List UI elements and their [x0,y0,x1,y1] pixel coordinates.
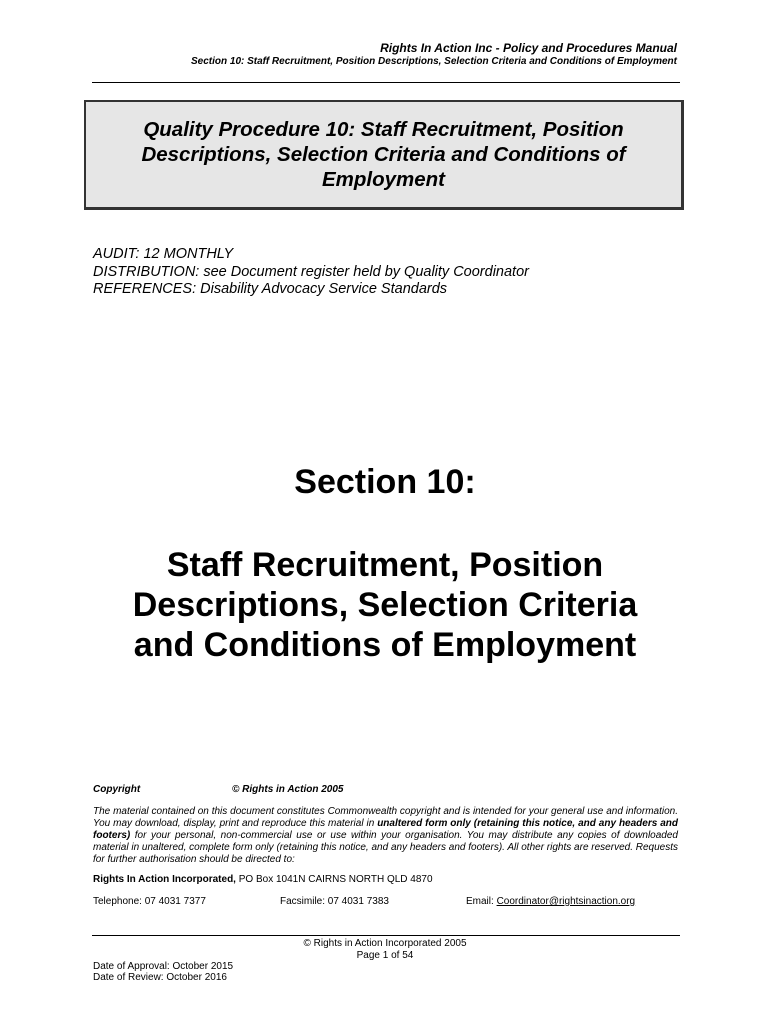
copyright-text-b: for your personal, non-commercial use or use within your organisation. You may distribute any copies of downloaded material in unaltered, complete form only (retaining this notice, and any headers and footers). All other rights are reserved. Requests for further authorisation should be directed to: [93,830,678,865]
copyright-text-a: The material contained on this document constitutes Commonwealth copyright and is intended for your general use and information. You may download, display, print and reproduce this material in [93,806,678,829]
section-number: Section 10: [294,463,476,501]
distribution-line: DISTRIBUTION: see Document register held by Quality Coordinator [93,264,529,280]
organisation-postal: PO Box 1041N CAIRNS NORTH QLD 4870 [235,874,433,885]
telephone: Telephone: 07 4031 7377 [93,896,206,907]
copyright-label: Copyright [93,784,141,795]
quality-procedure-box [84,100,684,210]
quality-procedure-title: Quality Procedure 10: Staff Recruitment, Position Descriptions, Selection Criteria and Conditions of Employment [141,118,626,191]
organisation-name: Rights In Action Incorporated, [93,874,236,885]
email-row [466,896,635,907]
header-title: Rights In Action Inc - Policy and Procedures Manual [380,41,677,55]
copyright-notice [93,806,678,866]
date-of-approval: Date of Approval: October 2015 [93,961,234,972]
facsimile: Facsimile: 07 4031 7383 [280,896,389,907]
section-heading-line-1: Staff Recruitment, Position [166,546,604,584]
date-of-review: Date of Review: October 2016 [93,972,227,983]
copyright-holder: © Rights in Action 2005 [232,784,344,795]
organisation-address [93,874,433,885]
footer-divider [92,935,680,936]
email-link[interactable]: Coordinator@rightsinaction.org [496,896,636,907]
section-heading-line-2: Descriptions, Selection Criteria [132,586,638,624]
audit-line: AUDIT: 12 MONTHLY [93,246,234,262]
section-heading [0,545,770,665]
footer-copyright: © Rights in Action Incorporated 2005 [303,938,467,949]
section-heading-line-3: and Conditions of Employment [133,626,637,664]
references-line: REFERENCES: Disability Advocacy Service Standards [93,281,448,297]
header-subtitle: Section 10: Staff Recruitment, Position Descriptions, Selection Criteria and Conditions of Employment [190,56,677,67]
header-divider [92,82,680,83]
email-label: Email: [466,896,497,907]
page-number: Page 1 of 54 [356,950,414,961]
copyright-text-bold: unaltered form only (retaining this notice, and any headers and footers) [93,818,679,841]
